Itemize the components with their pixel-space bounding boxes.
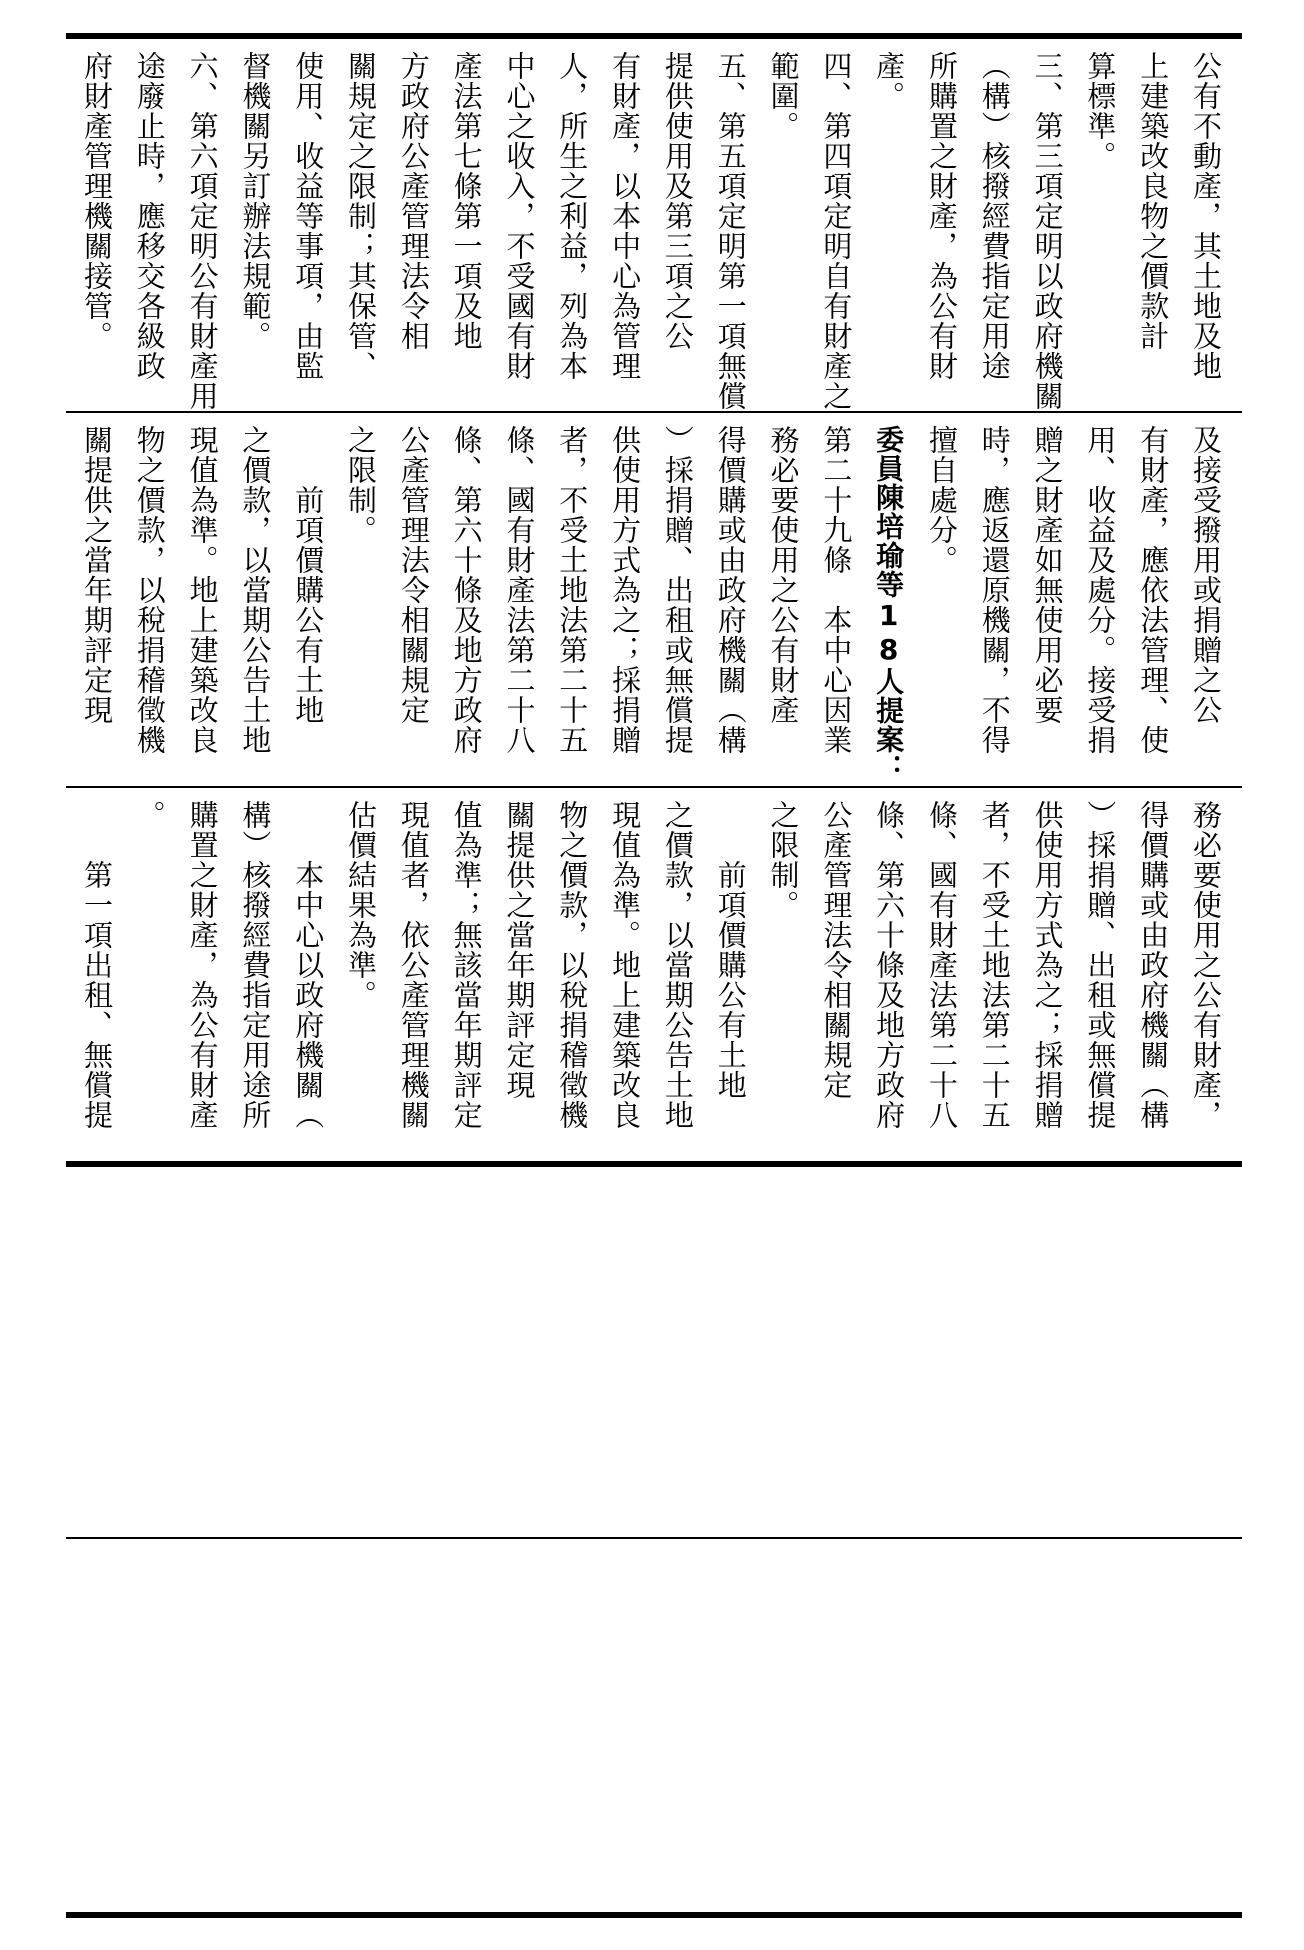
- text-line: 公產管理法令相關規定: [396, 425, 431, 725]
- text-line: 購置之財產，為公有財產: [185, 800, 220, 1130]
- bottom-border: [66, 1912, 1242, 1918]
- text-line: 條、第六十條及地方政府: [449, 425, 484, 755]
- text-line: 督機關另訂辦法規範。: [238, 51, 273, 351]
- text-line: 得價購或由政府機關（構: [1136, 800, 1171, 1130]
- text-line: 範圍。: [766, 51, 801, 141]
- text-line: 上建築改良物之價款計: [1136, 51, 1171, 351]
- text-line: 之價款，以當期公告土地: [660, 800, 695, 1130]
- text-line: 關提供之當年期評定現: [79, 425, 114, 725]
- text-line: 途廢止時，應移交各級政: [132, 51, 167, 381]
- text-line: 人，所生之利益，列為本: [555, 51, 590, 381]
- text-line: 第二十九條 本中心因業: [819, 425, 854, 755]
- text-line: 使用、收益等事項，由監: [291, 51, 326, 381]
- text-line: 條、第六十條及地方政府: [872, 800, 907, 1130]
- text-line: 提供使用及第三項之公: [660, 51, 695, 351]
- text-line: 委員陳培瑜等18人提案：: [872, 425, 906, 783]
- text-line: 。: [132, 800, 167, 830]
- text-line: 所購置之財產，為公有財: [924, 51, 959, 381]
- text-line: 物之價款，以稅捐稽徵機: [555, 800, 590, 1130]
- text-line: 之價款，以當期公告土地: [238, 425, 273, 755]
- text-line: 公有不動產，其土地及地: [1189, 51, 1223, 381]
- text-line: 關規定之限制；其保管、: [344, 51, 378, 381]
- text-line: 府財產管理機關接管。: [79, 51, 114, 351]
- column-top-right: [66, 39, 1242, 411]
- text-line: 及接受撥用或捐贈之公: [1189, 425, 1223, 725]
- text-line: 產法第七條第一項及地: [449, 51, 484, 351]
- text-line: 構）核撥經費指定用途所: [238, 800, 273, 1130]
- text-line: 前項價購公有土地: [291, 425, 326, 725]
- text-line: 第一項出租、無償提: [79, 800, 114, 1130]
- text-line: 條、國有財產法第二十八: [924, 800, 959, 1130]
- text-line: 物之價款，以稅捐稽徵機: [132, 425, 167, 755]
- text-line: 值為準；無該當年期評定: [449, 800, 484, 1130]
- text-line: 本中心以政府機關（: [291, 800, 326, 1130]
- text-line: 條、國有財產法第二十八: [502, 425, 537, 755]
- column-top-middle: [66, 413, 1242, 786]
- text-line: 估價結果為準。: [344, 800, 378, 1010]
- text-line: 中心之收入，不受國有財: [502, 51, 537, 381]
- text-line: （構）核撥經費指定用途: [977, 51, 1012, 381]
- text-line: 關提供之當年期評定現: [502, 800, 537, 1100]
- text-line: 供使用方式為之；採捐贈: [608, 425, 643, 755]
- text-line: 用、收益及處分。接受捐: [1083, 425, 1118, 755]
- text-line: ）採捐贈、出租或無償提: [660, 425, 695, 755]
- text-line: 六、第六項定明公有財產用: [185, 51, 220, 411]
- text-line: 供使用方式為之；採捐贈: [1030, 800, 1065, 1130]
- text-line: 前項價購公有土地: [713, 800, 748, 1100]
- empty-cell-lower-1: [66, 1167, 1242, 1537]
- text-line: 現值為準。地上建築改良: [185, 425, 220, 755]
- text-line: 時，應返還原機關，不得: [977, 425, 1012, 755]
- text-line: 者，不受土地法第二十五: [555, 425, 590, 755]
- text-line: 者，不受土地法第二十五: [977, 800, 1012, 1130]
- text-line: ）採捐贈、出租或無償提: [1083, 800, 1118, 1130]
- text-line: 擅自處分。: [924, 425, 959, 575]
- text-line: 公產管理法令相關規定: [819, 800, 854, 1100]
- text-line: 產。: [872, 51, 907, 111]
- empty-cell-lower-2: [66, 1539, 1242, 1912]
- text-line: 務必要使用之公有財產，: [1189, 800, 1223, 1130]
- text-line: 得價購或由政府機關（構: [713, 425, 748, 755]
- text-line: 有財產，應依法管理、使: [1136, 425, 1171, 755]
- column-top-left: [66, 788, 1242, 1161]
- text-line: 算標準。: [1083, 51, 1118, 171]
- text-line: 五、第五項定明第一項無償: [713, 51, 748, 411]
- text-line: 有財產，以本中心為管理: [608, 51, 643, 381]
- text-line: 現值者，依公產管理機關: [396, 800, 431, 1130]
- text-line: 方政府公產管理法令相: [396, 51, 431, 351]
- table-band: [66, 39, 1242, 1161]
- text-line: 之限制。: [344, 425, 378, 545]
- text-line: 三、第三項定明以政府機關: [1030, 51, 1065, 411]
- text-line: 之限制。: [766, 800, 801, 920]
- text-line: 四、第四項定明自有財產之: [819, 51, 854, 411]
- text-line: 務必要使用之公有財產: [766, 425, 801, 725]
- text-line: 現值為準。地上建築改良: [608, 800, 643, 1130]
- text-line: 贈之財產如無使用必要: [1030, 425, 1065, 725]
